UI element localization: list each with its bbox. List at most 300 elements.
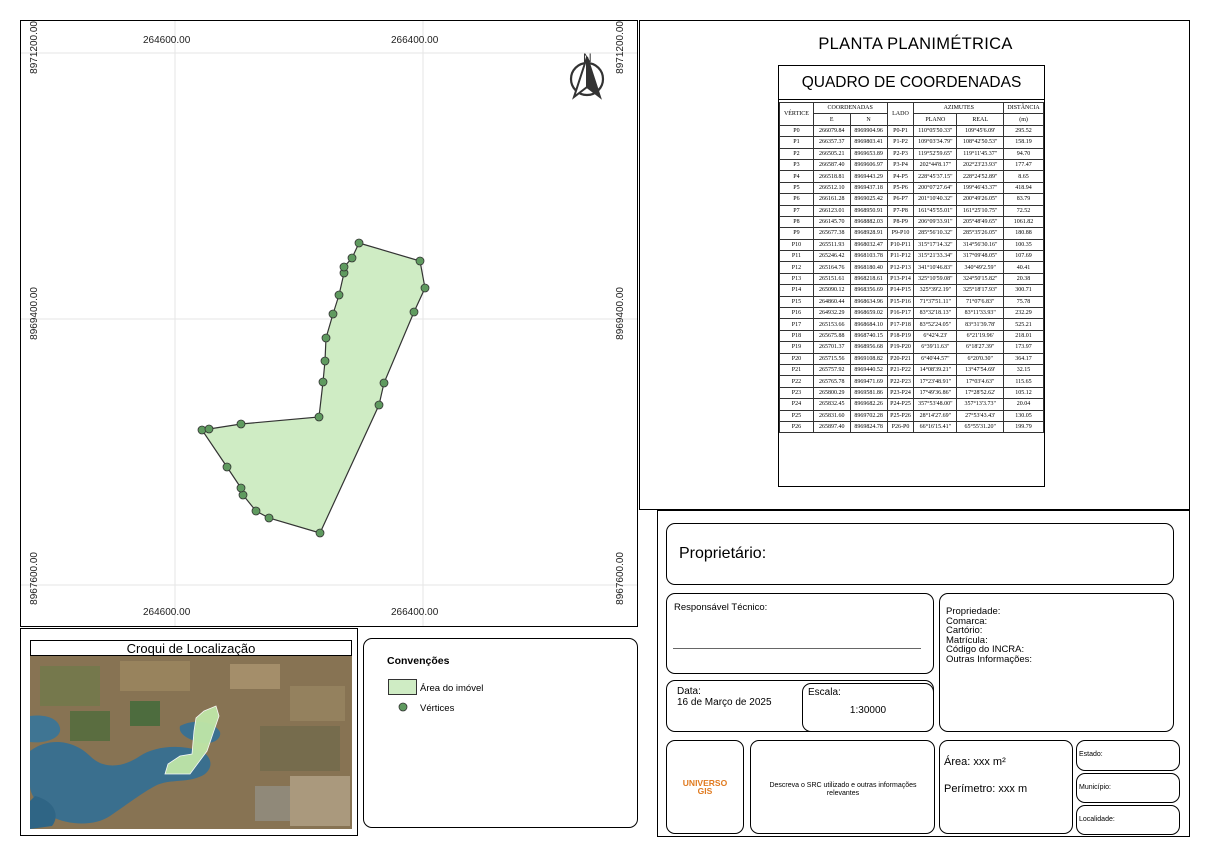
- info-frame: [657, 510, 1190, 837]
- table-cell: 83°32'18.13": [914, 308, 957, 319]
- table-cell: 201°10'40.32": [914, 194, 957, 205]
- table-cell: 265164.76: [813, 262, 850, 273]
- table-cell: 8968103.78: [850, 251, 887, 262]
- table-cell: 83°11'33.93": [957, 308, 1004, 319]
- table-cell: 66°16'15.41": [914, 421, 957, 432]
- table-cell: P20-P21: [887, 353, 914, 364]
- croqui-frame: [20, 628, 358, 836]
- header-lado: LADO: [887, 103, 914, 126]
- tick-bottom-2: 266400.00: [391, 607, 439, 618]
- responsavel-box[interactable]: [666, 593, 934, 674]
- table-cell: 109°45'6.09': [957, 125, 1004, 136]
- vertex-point[interactable]: [315, 413, 323, 421]
- table-row: [780, 319, 1044, 330]
- legend-area-swatch: [388, 679, 417, 695]
- table-cell: P6: [780, 194, 814, 205]
- table-cell: 200°49'26.05": [957, 194, 1004, 205]
- municipio-box[interactable]: [1076, 773, 1180, 803]
- table-row: [780, 421, 1044, 432]
- vertex-point[interactable]: [375, 401, 383, 409]
- table-row: [780, 137, 1044, 148]
- table-row: [780, 251, 1044, 262]
- table-cell: 8969440.52: [850, 364, 887, 375]
- table-cell: 324°50'15.82": [957, 273, 1004, 284]
- table-cell: 228°45'37.15": [914, 171, 957, 182]
- table-cell: P16: [780, 308, 814, 319]
- table-cell: 6°20'0.30": [957, 353, 1004, 364]
- municipio-label: Município:: [1079, 784, 1111, 791]
- table-cell: 315°21'33.34": [914, 251, 957, 262]
- date-label: Data:: [677, 686, 701, 697]
- table-cell: 130.05: [1004, 410, 1044, 421]
- table-title: QUADRO DE COORDENADAS: [779, 66, 1044, 100]
- table-row: [780, 228, 1044, 239]
- table-cell: P8: [780, 216, 814, 227]
- vertex-point[interactable]: [205, 425, 213, 433]
- table-cell: P21-P22: [887, 364, 914, 375]
- header-azimutes: AZIMUTES: [914, 103, 1004, 114]
- coordinates-table: [779, 102, 1044, 433]
- table-cell: 8969803.41: [850, 137, 887, 148]
- satellite-image[interactable]: [30, 656, 352, 829]
- table-cell: 65°55'31.20": [957, 421, 1004, 432]
- vertex-point[interactable]: [410, 308, 418, 316]
- table-cell: P3-P4: [887, 159, 914, 170]
- area-text: Área: xxx m²: [944, 756, 1006, 768]
- table-cell: 264932.29: [813, 308, 850, 319]
- table-cell: 109°03'34.79": [914, 137, 957, 148]
- proprietario-box[interactable]: [666, 523, 1174, 585]
- table-cell: 202°23'23.93": [957, 159, 1004, 170]
- table-cell: P26-P0: [887, 421, 914, 432]
- universo-gis-logo: [667, 779, 743, 795]
- table-cell: 8968950.91: [850, 205, 887, 216]
- table-cell: 8969108.82: [850, 353, 887, 364]
- vertex-point[interactable]: [380, 379, 388, 387]
- table-cell: P5: [780, 182, 814, 193]
- table-cell: P6-P7: [887, 194, 914, 205]
- table-cell: P17-P18: [887, 319, 914, 330]
- table-cell: 266123.01: [813, 205, 850, 216]
- table-cell: 357°53'48.00": [914, 399, 957, 410]
- table-cell: P12: [780, 262, 814, 273]
- table-cell: P19: [780, 342, 814, 353]
- table-cell: P2: [780, 148, 814, 159]
- table-cell: 83°31'39.78': [957, 319, 1004, 330]
- table-cell: 266512.10: [813, 182, 850, 193]
- tick-right-3: 8967600.00: [615, 552, 626, 605]
- header-unit: (m): [1004, 114, 1044, 125]
- table-cell: 199.79: [1004, 421, 1044, 432]
- legend-area-label: Área do imóvel: [420, 683, 484, 694]
- map-canvas[interactable]: [21, 21, 637, 626]
- table-cell: 6°18'27.39": [957, 342, 1004, 353]
- vertex-point[interactable]: [421, 284, 429, 292]
- table-cell: 525.21: [1004, 319, 1044, 330]
- table-cell: 265151.61: [813, 273, 850, 284]
- table-cell: P0-P1: [887, 125, 914, 136]
- header-real: REAL: [957, 114, 1004, 125]
- table-cell: 8969606.97: [850, 159, 887, 170]
- table-cell: 6°21'19.96': [957, 330, 1004, 341]
- table-cell: 8969581.86: [850, 387, 887, 398]
- table-cell: P10: [780, 239, 814, 250]
- table-cell: P3: [780, 159, 814, 170]
- table-cell: 8969653.89: [850, 148, 887, 159]
- legend-vertex-icon: [397, 701, 409, 713]
- north-label: N: [583, 51, 592, 65]
- table-cell: 17°28'52.62': [957, 387, 1004, 398]
- info-propriedade: Propriedade:: [946, 606, 1001, 617]
- table-cell: 325°10'59.08": [914, 273, 957, 284]
- table-cell: P4: [780, 171, 814, 182]
- legend-box: [363, 638, 638, 828]
- vertex-point[interactable]: [316, 529, 324, 537]
- table-cell: 72.52: [1004, 205, 1044, 216]
- info-incra: Código do INCRA:: [946, 644, 1025, 655]
- table-cell: P23: [780, 387, 814, 398]
- table-cell: 8.65: [1004, 171, 1044, 182]
- vertex-point[interactable]: [329, 310, 337, 318]
- table-cell: P10-P11: [887, 239, 914, 250]
- table-cell: P4-P5: [887, 171, 914, 182]
- table-cell: 357°13'3.73": [957, 399, 1004, 410]
- table-cell: 119°11'45.37": [957, 148, 1004, 159]
- tick-bottom-1: 264600.00: [143, 607, 191, 618]
- table-cell: 265831.60: [813, 410, 850, 421]
- table-cell: P18: [780, 330, 814, 341]
- table-cell: 17°23'48.91": [914, 376, 957, 387]
- table-cell: P12-P13: [887, 262, 914, 273]
- table-cell: 94.70: [1004, 148, 1044, 159]
- table-cell: 8969471.69: [850, 376, 887, 387]
- header-plano: PLANO: [914, 114, 957, 125]
- table-cell: 265090.12: [813, 285, 850, 296]
- date-value: 16 de Março de 2025: [677, 697, 772, 708]
- table-row: [780, 410, 1044, 421]
- table-cell: 8968928.91: [850, 228, 887, 239]
- table-row: [780, 194, 1044, 205]
- signature-line: [673, 648, 921, 649]
- table-cell: 285°56'10.32": [914, 228, 957, 239]
- table-cell: 199°46'43.37": [957, 182, 1004, 193]
- responsavel-label: Responsável Técnico:: [674, 602, 768, 613]
- table-cell: 180.88: [1004, 228, 1044, 239]
- table-row: [780, 308, 1044, 319]
- table-cell: P14: [780, 285, 814, 296]
- vertex-point[interactable]: [265, 514, 273, 522]
- legend-vertex-label: Vértices: [420, 703, 455, 714]
- vertex-point[interactable]: [416, 257, 424, 265]
- table-cell: 265511.93: [813, 239, 850, 250]
- table-cell: 8968956.68: [850, 342, 887, 353]
- table-cell: 340°49'2.59": [957, 262, 1004, 273]
- table-cell: 202°44'8.17": [914, 159, 957, 170]
- vertex-point[interactable]: [322, 334, 330, 342]
- table-cell: 8969437.18: [850, 182, 887, 193]
- table-cell: P11: [780, 251, 814, 262]
- table-cell: P0: [780, 125, 814, 136]
- table-cell: 119°52'59.65": [914, 148, 957, 159]
- table-row: [780, 125, 1044, 136]
- table-cell: 8968882.03: [850, 216, 887, 227]
- vertex-point[interactable]: [321, 357, 329, 365]
- table-cell: 265715.56: [813, 353, 850, 364]
- vertex-point[interactable]: [319, 378, 327, 386]
- table-cell: 266145.70: [813, 216, 850, 227]
- vertex-point[interactable]: [355, 239, 363, 247]
- table-cell: 8968356.69: [850, 285, 887, 296]
- table-cell: 200°07'27.64": [914, 182, 957, 193]
- table-cell: P15-P16: [887, 296, 914, 307]
- table-cell: 341°10'46.83": [914, 262, 957, 273]
- table-cell: 8969904.96: [850, 125, 887, 136]
- table-cell: P1-P2: [887, 137, 914, 148]
- table-cell: 232.29: [1004, 308, 1044, 319]
- table-cell: 8968684.10: [850, 319, 887, 330]
- table-cell: 266079.84: [813, 125, 850, 136]
- table-cell: 8969443.29: [850, 171, 887, 182]
- table-cell: 161°45'55.01": [914, 205, 957, 216]
- table-cell: 1061.82: [1004, 216, 1044, 227]
- table-cell: 6°39'11.63": [914, 342, 957, 353]
- table-cell: P7: [780, 205, 814, 216]
- table-row: [780, 239, 1044, 250]
- scale-value: 1:30000: [849, 705, 887, 716]
- table-cell: P25-P26: [887, 410, 914, 421]
- area-box: [939, 740, 1073, 834]
- table-row: [780, 148, 1044, 159]
- table-cell: 83.79: [1004, 194, 1044, 205]
- table-cell: 161°25'10.75": [957, 205, 1004, 216]
- property-info-box[interactable]: [939, 593, 1174, 732]
- table-cell: 173.97: [1004, 342, 1044, 353]
- date-scale-box: [666, 680, 934, 732]
- table-cell: P25: [780, 410, 814, 421]
- table-cell: 266357.37: [813, 137, 850, 148]
- property-polygon[interactable]: [202, 243, 425, 533]
- table-cell: 8968740.15: [850, 330, 887, 341]
- table-cell: P7-P8: [887, 205, 914, 216]
- property-info-lines: [946, 607, 1032, 664]
- table-cell: 8969682.26: [850, 399, 887, 410]
- table-cell: 71°07'6.83": [957, 296, 1004, 307]
- coordinates-table-body: [780, 125, 1044, 433]
- table-cell: P24: [780, 399, 814, 410]
- table-cell: 265675.88: [813, 330, 850, 341]
- tick-left-3: 8967600.00: [29, 552, 40, 605]
- table-cell: 71°37'51.11": [914, 296, 957, 307]
- table-cell: 110°05'50.33": [914, 125, 957, 136]
- table-cell: 32.15: [1004, 364, 1044, 375]
- tick-left-2: 8969400.00: [29, 287, 40, 340]
- table-cell: 17°49'36.86": [914, 387, 957, 398]
- table-cell: 265757.92: [813, 364, 850, 375]
- tick-left-1: 8971200.00: [29, 21, 40, 74]
- table-cell: 27°53'43.43': [957, 410, 1004, 421]
- proprietario-label: Proprietário:: [679, 545, 767, 562]
- table-cell: 265800.29: [813, 387, 850, 398]
- table-cell: 20.04: [1004, 399, 1044, 410]
- table-cell: 317°09'48.05": [957, 251, 1004, 262]
- table-cell: P17: [780, 319, 814, 330]
- table-cell: 8968634.96: [850, 296, 887, 307]
- table-cell: P22: [780, 376, 814, 387]
- vertex-point[interactable]: [340, 263, 348, 271]
- table-row: [780, 182, 1044, 193]
- table-cell: 6°42'4.23': [914, 330, 957, 341]
- header-vertice: VÉRTICE: [780, 103, 814, 126]
- table-row: [780, 216, 1044, 227]
- table-cell: P11-P12: [887, 251, 914, 262]
- table-cell: 264860.44: [813, 296, 850, 307]
- table-row: [780, 387, 1044, 398]
- table-cell: 205°48'49.65": [957, 216, 1004, 227]
- table-cell: 8969824.78: [850, 421, 887, 432]
- table-cell: 83°52'24.05": [914, 319, 957, 330]
- vertex-point[interactable]: [335, 291, 343, 299]
- table-cell: P22-P23: [887, 376, 914, 387]
- vertex-point[interactable]: [223, 463, 231, 471]
- info-matricula: Matrícula:: [946, 634, 988, 646]
- info-cartorio: Cartório:: [946, 625, 983, 636]
- table-cell: 325°39'2.19": [914, 285, 957, 296]
- table-cell: 28°14'27.69": [914, 410, 957, 421]
- table-cell: 8968180.40: [850, 262, 887, 273]
- table-cell: P5-P6: [887, 182, 914, 193]
- table-cell: 265246.42: [813, 251, 850, 262]
- info-comarca: Comarca:: [946, 615, 988, 627]
- table-cell: 177.47: [1004, 159, 1044, 170]
- scale-box: [802, 683, 934, 732]
- table-cell: 266161.28: [813, 194, 850, 205]
- table-cell: P18-P19: [887, 330, 914, 341]
- table-row: [780, 330, 1044, 341]
- table-cell: 314°56'30.16": [957, 239, 1004, 250]
- coordinates-table-box: [778, 65, 1045, 487]
- vertex-point[interactable]: [237, 484, 245, 492]
- table-cell: 295.52: [1004, 125, 1044, 136]
- estado-box[interactable]: [1076, 740, 1180, 771]
- logo-box: [666, 740, 744, 834]
- header-n: N: [850, 114, 887, 125]
- table-cell: 158.19: [1004, 137, 1044, 148]
- table-cell: P26: [780, 421, 814, 432]
- table-cell: 265153.66: [813, 319, 850, 330]
- header-coordenadas: COORDENADAS: [813, 103, 887, 114]
- table-cell: 8969702.28: [850, 410, 887, 421]
- table-cell: 75.78: [1004, 296, 1044, 307]
- src-text: Descreva o SRC utilizado e outras informações relevantes: [769, 782, 917, 797]
- table-cell: 265832.45: [813, 399, 850, 410]
- table-row: [780, 376, 1044, 387]
- table-cell: P19-P20: [887, 342, 914, 353]
- table-cell: P13-P14: [887, 273, 914, 284]
- table-cell: 206°09'33.91": [914, 216, 957, 227]
- table-row: [780, 342, 1044, 353]
- table-cell: 315°17'14.32": [914, 239, 957, 250]
- table-cell: P9-P10: [887, 228, 914, 239]
- header-e: E: [813, 114, 850, 125]
- table-cell: 265765.78: [813, 376, 850, 387]
- table-cell: P13: [780, 273, 814, 284]
- croqui-title: Croqui de Localização: [30, 640, 352, 656]
- table-cell: 8968032.47: [850, 239, 887, 250]
- tick-top-1: 264600.00: [143, 35, 191, 46]
- scale-label: Escala:: [808, 687, 841, 698]
- page-title: PLANTA PLANIMÉTRICA: [818, 35, 1013, 53]
- table-cell: 108°42'50.53": [957, 137, 1004, 148]
- title-frame: [639, 20, 1190, 510]
- table-cell: 418.94: [1004, 182, 1044, 193]
- logo-line-1: UNIVERSO: [682, 778, 728, 788]
- legend-title: Convenções: [387, 655, 450, 667]
- logo-line-2: GIS: [697, 786, 713, 796]
- src-box[interactable]: [750, 740, 935, 834]
- table-cell: 228°24'52.89": [957, 171, 1004, 182]
- table-row: [780, 399, 1044, 410]
- table-row: [780, 262, 1044, 273]
- table-row: [780, 171, 1044, 182]
- table-cell: P16-P17: [887, 308, 914, 319]
- tick-right-2: 8969400.00: [615, 287, 626, 340]
- table-cell: P1: [780, 137, 814, 148]
- table-cell: 266505.21: [813, 148, 850, 159]
- table-cell: 8969025.42: [850, 194, 887, 205]
- table-row: [780, 205, 1044, 216]
- table-cell: 300.71: [1004, 285, 1044, 296]
- table-cell: 265701.37: [813, 342, 850, 353]
- vertex-point[interactable]: [252, 507, 260, 515]
- table-cell: P2-P3: [887, 148, 914, 159]
- table-cell: 40.41: [1004, 262, 1044, 273]
- table-cell: 105.12: [1004, 387, 1044, 398]
- estado-label: Estado:: [1079, 751, 1103, 758]
- table-cell: 115.65: [1004, 376, 1044, 387]
- tick-right-1: 8971200.00: [615, 21, 626, 74]
- table-cell: 14°08'39.21": [914, 364, 957, 375]
- table-cell: 266587.40: [813, 159, 850, 170]
- table-cell: 265897.40: [813, 421, 850, 432]
- table-cell: P23-P24: [887, 387, 914, 398]
- table-cell: P9: [780, 228, 814, 239]
- table-cell: 13°47'54.69': [957, 364, 1004, 375]
- table-cell: 100.35: [1004, 239, 1044, 250]
- table-row: [780, 296, 1044, 307]
- table-cell: 218.01: [1004, 330, 1044, 341]
- table-row: [780, 285, 1044, 296]
- table-cell: 285°35'26.05": [957, 228, 1004, 239]
- table-cell: 8968218.61: [850, 273, 887, 284]
- localidade-box[interactable]: [1076, 805, 1180, 835]
- table-cell: 107.69: [1004, 251, 1044, 262]
- table-cell: 364.17: [1004, 353, 1044, 364]
- info-outras: Outras Informações:: [946, 653, 1033, 665]
- vertex-point[interactable]: [237, 420, 245, 428]
- table-cell: P14-P15: [887, 285, 914, 296]
- table-cell: P20: [780, 353, 814, 364]
- vertex-point[interactable]: [348, 254, 356, 262]
- table-row: [780, 159, 1044, 170]
- table-cell: P21: [780, 364, 814, 375]
- table-cell: P8-P9: [887, 216, 914, 227]
- table-cell: 8968659.02: [850, 308, 887, 319]
- table-cell: 6°40'44.57": [914, 353, 957, 364]
- table-cell: P15: [780, 296, 814, 307]
- perimetro-text: Perímetro: xxx m: [944, 783, 1028, 795]
- tick-top-2: 266400.00: [391, 35, 439, 46]
- table-cell: 17°03'4.63": [957, 376, 1004, 387]
